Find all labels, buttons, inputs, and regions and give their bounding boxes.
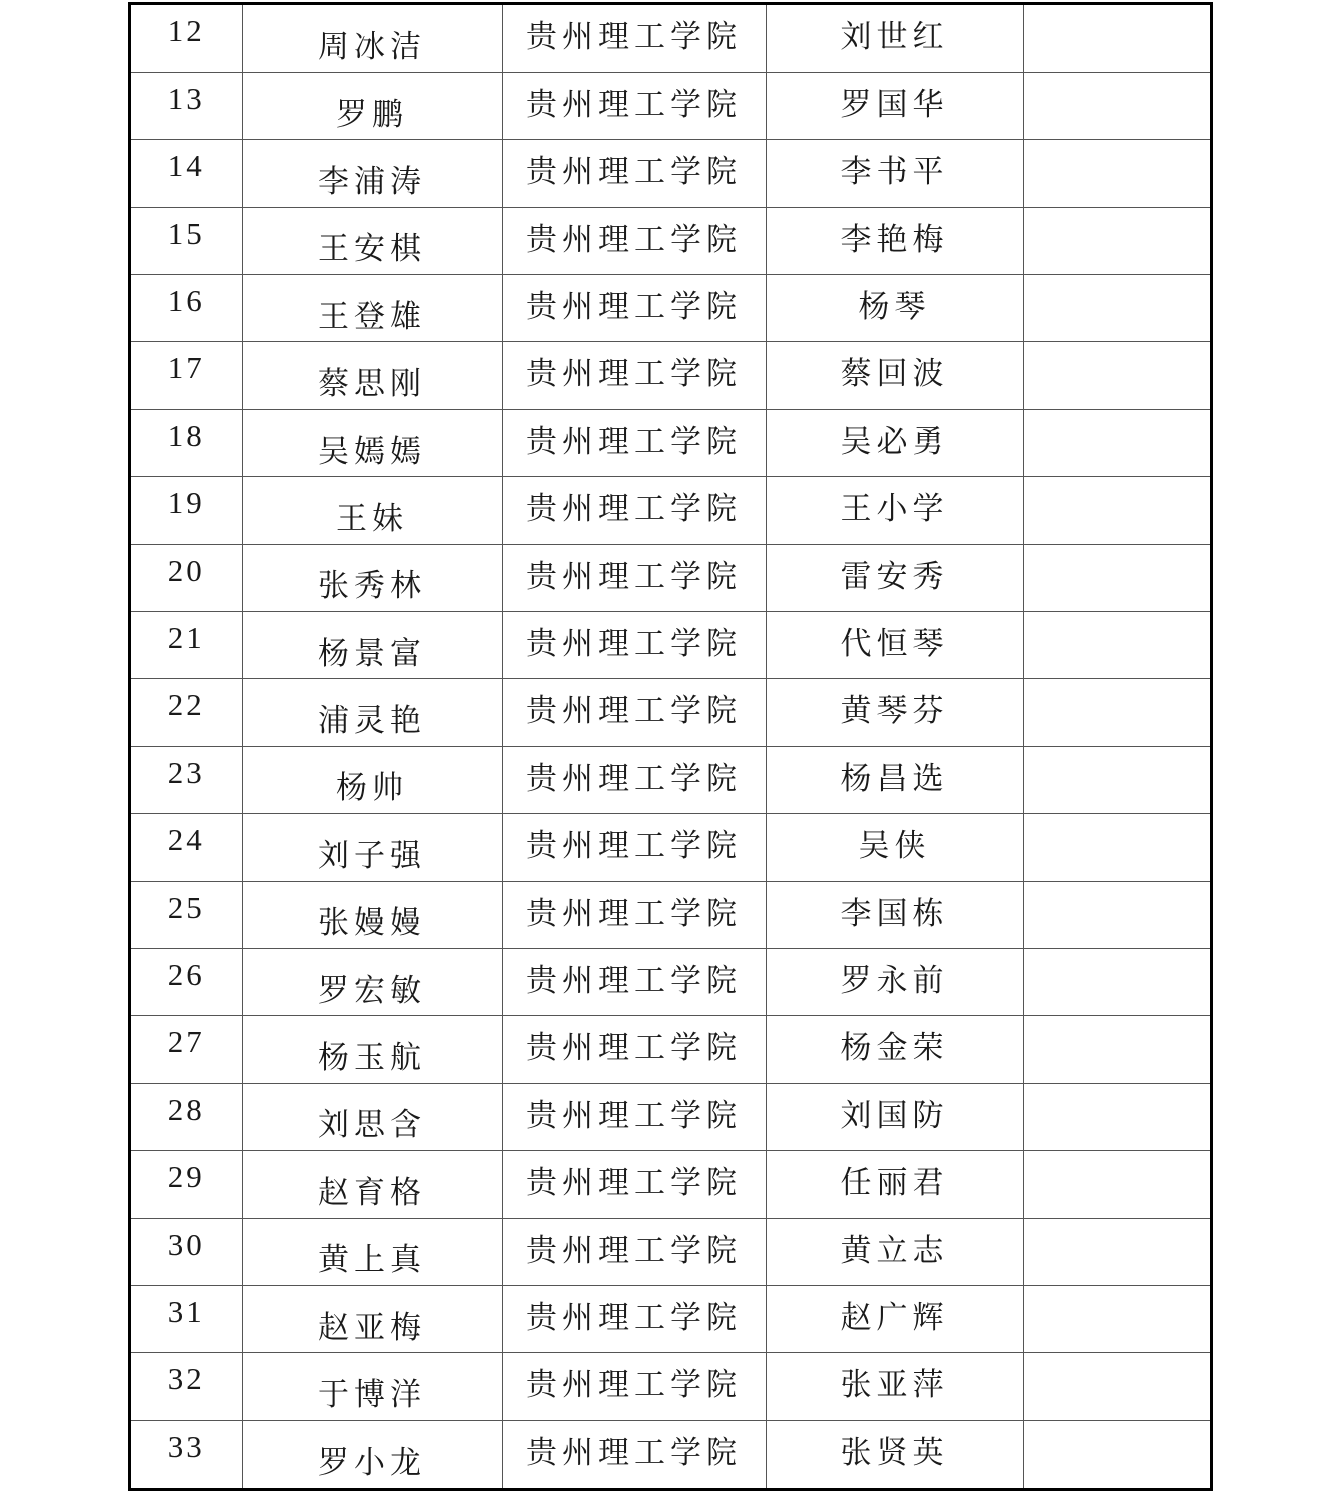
teacher-name-cell: 张贤英 [766, 1420, 1023, 1487]
row-number-cell: 23 [131, 746, 242, 813]
teacher-name-cell: 张亚萍 [766, 1353, 1023, 1420]
table-row [131, 1083, 1210, 1150]
school-cell: 贵州理工学院 [502, 612, 766, 679]
roster-table-frame [128, 2, 1213, 1491]
table-row [131, 544, 1210, 611]
roster-table-body [131, 5, 1210, 1488]
table-row [131, 881, 1210, 948]
remark-cell [1023, 679, 1210, 746]
row-number-cell: 20 [131, 544, 242, 611]
row-number-cell: 25 [131, 881, 242, 948]
table-row [131, 477, 1210, 544]
teacher-name-cell: 刘世红 [766, 5, 1023, 72]
remark-cell [1023, 1016, 1210, 1083]
table-row [131, 679, 1210, 746]
teacher-name-cell: 李书平 [766, 140, 1023, 207]
remark-cell [1023, 1285, 1210, 1352]
school-cell: 贵州理工学院 [502, 5, 766, 72]
student-name-cell: 杨帅 [242, 746, 502, 813]
student-name-cell: 黄上真 [242, 1218, 502, 1285]
table-row [131, 1151, 1210, 1218]
student-name-cell: 周冰洁 [242, 5, 502, 72]
school-cell: 贵州理工学院 [502, 477, 766, 544]
remark-cell [1023, 612, 1210, 679]
student-name-cell: 王妹 [242, 477, 502, 544]
table-row [131, 342, 1210, 409]
school-cell: 贵州理工学院 [502, 814, 766, 881]
remark-cell [1023, 948, 1210, 1015]
remark-cell [1023, 1083, 1210, 1150]
student-name-cell: 浦灵艳 [242, 679, 502, 746]
remark-cell [1023, 409, 1210, 476]
row-number-cell: 26 [131, 948, 242, 1015]
remark-cell [1023, 746, 1210, 813]
table-row [131, 612, 1210, 679]
school-cell: 贵州理工学院 [502, 948, 766, 1015]
teacher-name-cell: 代恒琴 [766, 612, 1023, 679]
teacher-name-cell: 黄立志 [766, 1218, 1023, 1285]
student-name-cell: 李浦涛 [242, 140, 502, 207]
remark-cell [1023, 1420, 1210, 1487]
remark-cell [1023, 1151, 1210, 1218]
school-cell: 贵州理工学院 [502, 746, 766, 813]
student-name-cell: 赵育格 [242, 1151, 502, 1218]
teacher-name-cell: 杨昌选 [766, 746, 1023, 813]
row-number-cell: 32 [131, 1353, 242, 1420]
remark-cell [1023, 881, 1210, 948]
teacher-name-cell: 雷安秀 [766, 544, 1023, 611]
school-cell: 贵州理工学院 [502, 1016, 766, 1083]
table-row [131, 1218, 1210, 1285]
student-name-cell: 张秀林 [242, 544, 502, 611]
school-cell: 贵州理工学院 [502, 679, 766, 746]
school-cell: 贵州理工学院 [502, 72, 766, 139]
student-name-cell: 罗小龙 [242, 1420, 502, 1487]
teacher-name-cell: 罗国华 [766, 72, 1023, 139]
row-number-cell: 12 [131, 5, 242, 72]
row-number-cell: 13 [131, 72, 242, 139]
student-name-cell: 刘子强 [242, 814, 502, 881]
teacher-name-cell: 刘国防 [766, 1083, 1023, 1150]
school-cell: 贵州理工学院 [502, 1420, 766, 1487]
remark-cell [1023, 1218, 1210, 1285]
student-name-cell: 杨玉航 [242, 1016, 502, 1083]
student-name-cell: 刘思含 [242, 1083, 502, 1150]
table-row [131, 275, 1210, 342]
school-cell: 贵州理工学院 [502, 881, 766, 948]
teacher-name-cell: 罗永前 [766, 948, 1023, 1015]
student-name-cell: 罗鹏 [242, 72, 502, 139]
school-cell: 贵州理工学院 [502, 207, 766, 274]
student-name-cell: 杨景富 [242, 612, 502, 679]
remark-cell [1023, 72, 1210, 139]
remark-cell [1023, 207, 1210, 274]
teacher-name-cell: 吴必勇 [766, 409, 1023, 476]
table-row [131, 72, 1210, 139]
teacher-name-cell: 黄琴芬 [766, 679, 1023, 746]
school-cell: 贵州理工学院 [502, 409, 766, 476]
table-row [131, 207, 1210, 274]
row-number-cell: 28 [131, 1083, 242, 1150]
remark-cell [1023, 544, 1210, 611]
teacher-name-cell: 杨金荣 [766, 1016, 1023, 1083]
row-number-cell: 22 [131, 679, 242, 746]
table-row [131, 1420, 1210, 1487]
remark-cell [1023, 342, 1210, 409]
row-number-cell: 31 [131, 1285, 242, 1352]
remark-cell [1023, 477, 1210, 544]
school-cell: 贵州理工学院 [502, 1083, 766, 1150]
row-number-cell: 15 [131, 207, 242, 274]
school-cell: 贵州理工学院 [502, 544, 766, 611]
teacher-name-cell: 蔡回波 [766, 342, 1023, 409]
student-name-cell: 罗宏敏 [242, 948, 502, 1015]
table-row [131, 1285, 1210, 1352]
table-row [131, 5, 1210, 72]
student-name-cell: 吴嫣嫣 [242, 409, 502, 476]
school-cell: 贵州理工学院 [502, 1353, 766, 1420]
row-number-cell: 19 [131, 477, 242, 544]
teacher-name-cell: 李国栋 [766, 881, 1023, 948]
school-cell: 贵州理工学院 [502, 140, 766, 207]
row-number-cell: 30 [131, 1218, 242, 1285]
teacher-name-cell: 杨琴 [766, 275, 1023, 342]
row-number-cell: 29 [131, 1151, 242, 1218]
row-number-cell: 16 [131, 275, 242, 342]
table-row [131, 409, 1210, 476]
teacher-name-cell: 赵广辉 [766, 1285, 1023, 1352]
student-name-cell: 赵亚梅 [242, 1285, 502, 1352]
remark-cell [1023, 275, 1210, 342]
row-number-cell: 24 [131, 814, 242, 881]
row-number-cell: 33 [131, 1420, 242, 1487]
school-cell: 贵州理工学院 [502, 342, 766, 409]
roster-table [131, 5, 1210, 1488]
table-row [131, 1353, 1210, 1420]
teacher-name-cell: 王小学 [766, 477, 1023, 544]
school-cell: 贵州理工学院 [502, 275, 766, 342]
row-number-cell: 14 [131, 140, 242, 207]
row-number-cell: 17 [131, 342, 242, 409]
teacher-name-cell: 任丽君 [766, 1151, 1023, 1218]
student-name-cell: 王登雄 [242, 275, 502, 342]
school-cell: 贵州理工学院 [502, 1218, 766, 1285]
remark-cell [1023, 5, 1210, 72]
table-row [131, 948, 1210, 1015]
table-row [131, 746, 1210, 813]
remark-cell [1023, 140, 1210, 207]
row-number-cell: 18 [131, 409, 242, 476]
remark-cell [1023, 1353, 1210, 1420]
school-cell: 贵州理工学院 [502, 1285, 766, 1352]
table-row [131, 814, 1210, 881]
row-number-cell: 27 [131, 1016, 242, 1083]
student-name-cell: 于博洋 [242, 1353, 502, 1420]
student-name-cell: 王安棋 [242, 207, 502, 274]
remark-cell [1023, 814, 1210, 881]
student-name-cell: 张嫚嫚 [242, 881, 502, 948]
student-name-cell: 蔡思刚 [242, 342, 502, 409]
table-row [131, 140, 1210, 207]
school-cell: 贵州理工学院 [502, 1151, 766, 1218]
teacher-name-cell: 李艳梅 [766, 207, 1023, 274]
row-number-cell: 21 [131, 612, 242, 679]
table-row [131, 1016, 1210, 1083]
teacher-name-cell: 吴侠 [766, 814, 1023, 881]
